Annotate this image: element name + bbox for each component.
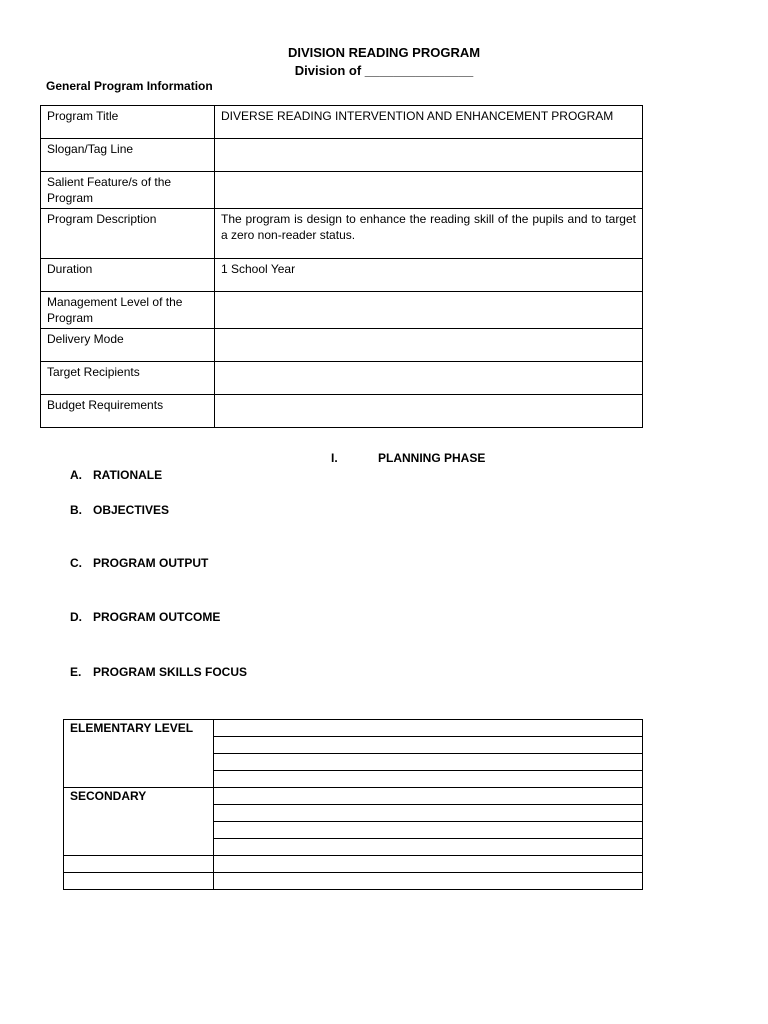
- skill-cell: [214, 720, 643, 737]
- row-value: [215, 362, 643, 395]
- list-item-objectives: [70, 503, 169, 517]
- skill-cell: [214, 771, 643, 788]
- general-info-heading: General Program Information: [46, 79, 213, 93]
- row-label: Duration: [41, 259, 215, 292]
- table-row: [41, 292, 643, 329]
- row-value: 1 School Year: [215, 259, 643, 292]
- table-row: [64, 720, 643, 737]
- table-row: [41, 395, 643, 428]
- list-item-program-outcome: [70, 610, 220, 624]
- skill-cell: [214, 805, 643, 822]
- skill-cell: [214, 873, 643, 890]
- item-letter: A.: [70, 468, 82, 482]
- list-item-rationale: [70, 468, 162, 482]
- phase-numeral: I.: [331, 451, 338, 465]
- skill-cell: [214, 737, 643, 754]
- table-row: [41, 259, 643, 292]
- item-label: PROGRAM SKILLS FOCUS: [93, 665, 248, 679]
- row-label: Slogan/Tag Line: [41, 139, 215, 172]
- list-item-skills-focus: [70, 665, 247, 679]
- row-label: Budget Requirements: [41, 395, 215, 428]
- item-letter: B.: [70, 503, 82, 517]
- table-row: [41, 209, 643, 259]
- row-label: Management Level of the Program: [41, 292, 215, 329]
- document-title: DIVISION READING PROGRAM: [287, 45, 481, 60]
- table-row: [64, 856, 643, 873]
- item-letter: C.: [70, 556, 82, 570]
- row-value: [215, 292, 643, 329]
- table-row: [41, 172, 643, 209]
- empty-label-cell: [64, 856, 214, 873]
- skill-cell: [214, 754, 643, 771]
- skill-cell: [214, 856, 643, 873]
- row-value: [215, 395, 643, 428]
- table-row: [41, 106, 643, 139]
- skills-focus-table: [63, 719, 643, 890]
- elementary-level-label: ELEMENTARY LEVEL: [64, 720, 214, 788]
- item-label: PROGRAM OUTCOME: [93, 610, 221, 624]
- item-letter: D.: [70, 610, 82, 624]
- skill-cell: [214, 822, 643, 839]
- division-line: Division of _______________: [294, 63, 474, 78]
- item-label: RATIONALE: [93, 468, 163, 482]
- row-label: Target Recipients: [41, 362, 215, 395]
- row-value: [215, 329, 643, 362]
- table-row: [41, 329, 643, 362]
- row-label: Salient Feature/s of the Program: [41, 172, 215, 209]
- table-row: [64, 788, 643, 805]
- item-letter: E.: [70, 665, 82, 679]
- row-value: [215, 139, 643, 172]
- row-value: DIVERSE READING INTERVENTION AND ENHANCEMENT PROGRAM: [215, 106, 643, 139]
- row-label: Delivery Mode: [41, 329, 215, 362]
- table-row: [64, 873, 643, 890]
- skill-cell: [214, 839, 643, 856]
- empty-label-cell: [64, 873, 214, 890]
- item-label: OBJECTIVES: [93, 503, 170, 517]
- phase-title: PLANNING PHASE: [378, 451, 486, 465]
- item-label: PROGRAM OUTPUT: [93, 556, 209, 570]
- table-row: [41, 362, 643, 395]
- general-info-table: [40, 105, 643, 428]
- skill-cell: [214, 788, 643, 805]
- table-row: [41, 139, 643, 172]
- secondary-label: SECONDARY: [64, 788, 214, 856]
- row-value: [215, 172, 643, 209]
- row-label: Program Description: [41, 209, 215, 259]
- list-item-program-output: [70, 556, 208, 570]
- row-value: The program is design to enhance the reading skill of the pupils and to target a zero non-reader status.: [215, 209, 643, 259]
- row-label: Program Title: [41, 106, 215, 139]
